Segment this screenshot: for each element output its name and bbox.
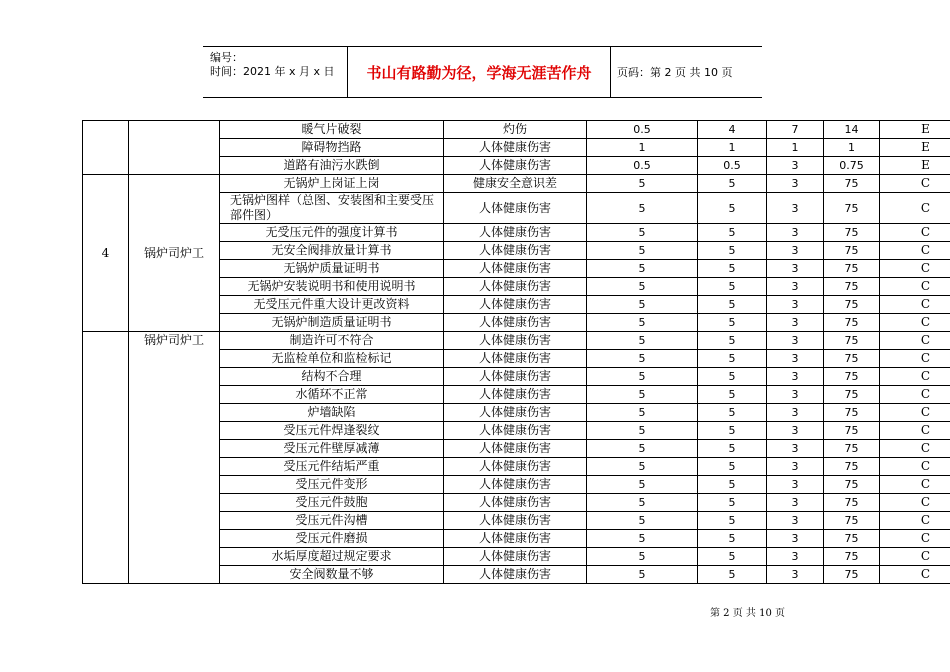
page-footer: 第 2 页 共 10 页	[710, 608, 785, 619]
l-value-cell: 5	[587, 494, 698, 512]
l-value-cell: 5	[587, 440, 698, 458]
group-number-cell	[83, 121, 129, 175]
e-value-cell: 0.5	[698, 157, 767, 175]
level-cell: E	[880, 157, 950, 175]
c-value-cell: 3	[767, 314, 824, 332]
hazard-cell: 无锅炉图样（总图、安装图和主要受压部件图）	[220, 193, 444, 224]
result-cell: 人体健康伤害	[444, 224, 587, 242]
level-cell: C	[880, 458, 950, 476]
table-row	[83, 121, 950, 139]
l-value-cell: 0.5	[587, 157, 698, 175]
result-cell: 人体健康伤害	[444, 139, 587, 157]
level-cell: C	[880, 386, 950, 404]
e-value-cell: 5	[698, 314, 767, 332]
c-value-cell: 3	[767, 260, 824, 278]
e-value-cell: 5	[698, 296, 767, 314]
e-value-cell: 5	[698, 494, 767, 512]
result-cell: 人体健康伤害	[444, 386, 587, 404]
hazard-cell: 无锅炉安装说明书和使用说明书	[220, 278, 444, 296]
l-value-cell: 5	[587, 368, 698, 386]
e-value-cell: 5	[698, 386, 767, 404]
c-value-cell: 3	[767, 530, 824, 548]
table-row	[83, 332, 950, 350]
level-cell: C	[880, 175, 950, 193]
hazard-table	[82, 120, 950, 584]
result-cell: 人体健康伤害	[444, 350, 587, 368]
c-value-cell: 7	[767, 121, 824, 139]
e-value-cell: 5	[698, 530, 767, 548]
level-cell: C	[880, 494, 950, 512]
result-cell: 人体健康伤害	[444, 548, 587, 566]
result-cell: 人体健康伤害	[444, 368, 587, 386]
e-value-cell: 5	[698, 512, 767, 530]
c-value-cell: 3	[767, 386, 824, 404]
result-cell: 人体健康伤害	[444, 404, 587, 422]
c-value-cell: 3	[767, 296, 824, 314]
result-cell: 人体健康伤害	[444, 260, 587, 278]
result-cell: 人体健康伤害	[444, 440, 587, 458]
hazard-cell: 受压元件结垢严重	[220, 458, 444, 476]
c-value-cell: 3	[767, 476, 824, 494]
page-header	[203, 46, 762, 98]
hazard-cell: 水垢厚度超过规定要求	[220, 548, 444, 566]
d-value-cell: 75	[824, 440, 880, 458]
d-value-cell: 14	[824, 121, 880, 139]
result-cell: 人体健康伤害	[444, 314, 587, 332]
hazard-cell: 无锅炉制造质量证明书	[220, 314, 444, 332]
result-cell: 人体健康伤害	[444, 332, 587, 350]
e-value-cell: 5	[698, 440, 767, 458]
result-cell: 人体健康伤害	[444, 530, 587, 548]
result-cell: 人体健康伤害	[444, 278, 587, 296]
l-value-cell: 5	[587, 332, 698, 350]
d-value-cell: 75	[824, 566, 880, 584]
result-cell: 灼伤	[444, 121, 587, 139]
l-value-cell: 0.5	[587, 121, 698, 139]
c-value-cell: 3	[767, 157, 824, 175]
header-motto: 书山有路勤为径，学海无涯苦作舟	[348, 47, 611, 97]
l-value-cell: 5	[587, 422, 698, 440]
c-value-cell: 3	[767, 404, 824, 422]
e-value-cell: 5	[698, 193, 767, 224]
hazard-cell: 无锅炉上岗证上岗	[220, 175, 444, 193]
d-value-cell: 75	[824, 314, 880, 332]
d-value-cell: 0.75	[824, 157, 880, 175]
d-value-cell: 75	[824, 368, 880, 386]
hazard-cell: 受压元件焊逢裂纹	[220, 422, 444, 440]
l-value-cell: 1	[587, 139, 698, 157]
result-cell: 人体健康伤害	[444, 512, 587, 530]
hazard-cell: 制造许可不符合	[220, 332, 444, 350]
hazard-cell: 道路有油污水跌倒	[220, 157, 444, 175]
result-cell: 健康安全意识差	[444, 175, 587, 193]
doc-time: 时间：2021 年 x 月 x 日	[210, 65, 335, 78]
e-value-cell: 5	[698, 566, 767, 584]
hazard-cell: 无监检单位和监检标记	[220, 350, 444, 368]
result-cell: 人体健康伤害	[444, 476, 587, 494]
level-cell: C	[880, 224, 950, 242]
doc-number-label: 编号：	[210, 51, 243, 64]
l-value-cell: 5	[587, 193, 698, 224]
hazard-cell: 无锅炉质量证明书	[220, 260, 444, 278]
hazard-cell: 障碍物挡路	[220, 139, 444, 157]
e-value-cell: 5	[698, 368, 767, 386]
group-post-cell: 锅炉司炉工	[129, 175, 220, 332]
l-value-cell: 5	[587, 476, 698, 494]
l-value-cell: 5	[587, 458, 698, 476]
d-value-cell: 75	[824, 530, 880, 548]
result-cell: 人体健康伤害	[444, 296, 587, 314]
result-cell: 人体健康伤害	[444, 157, 587, 175]
l-value-cell: 5	[587, 175, 698, 193]
e-value-cell: 5	[698, 242, 767, 260]
header-meta	[203, 47, 348, 97]
d-value-cell: 75	[824, 242, 880, 260]
d-value-cell: 75	[824, 350, 880, 368]
c-value-cell: 3	[767, 350, 824, 368]
level-cell: C	[880, 566, 950, 584]
c-value-cell: 3	[767, 512, 824, 530]
d-value-cell: 75	[824, 224, 880, 242]
l-value-cell: 5	[587, 512, 698, 530]
l-value-cell: 5	[587, 566, 698, 584]
level-cell: C	[880, 242, 950, 260]
level-cell: C	[880, 193, 950, 224]
c-value-cell: 3	[767, 368, 824, 386]
result-cell: 人体健康伤害	[444, 193, 587, 224]
level-cell: C	[880, 512, 950, 530]
d-value-cell: 75	[824, 332, 880, 350]
e-value-cell: 5	[698, 476, 767, 494]
d-value-cell: 75	[824, 386, 880, 404]
l-value-cell: 5	[587, 386, 698, 404]
hazard-cell: 炉墙缺陷	[220, 404, 444, 422]
l-value-cell: 5	[587, 548, 698, 566]
l-value-cell: 5	[587, 530, 698, 548]
hazard-cell: 受压元件磨损	[220, 530, 444, 548]
c-value-cell: 3	[767, 193, 824, 224]
d-value-cell: 75	[824, 260, 880, 278]
e-value-cell: 5	[698, 175, 767, 193]
c-value-cell: 3	[767, 566, 824, 584]
d-value-cell: 75	[824, 278, 880, 296]
e-value-cell: 5	[698, 350, 767, 368]
c-value-cell: 3	[767, 422, 824, 440]
group-number-cell: 4	[83, 175, 129, 332]
l-value-cell: 5	[587, 404, 698, 422]
level-cell: C	[880, 296, 950, 314]
hazard-cell: 暖气片破裂	[220, 121, 444, 139]
level-cell: C	[880, 368, 950, 386]
e-value-cell: 4	[698, 121, 767, 139]
hazard-cell: 结构不合理	[220, 368, 444, 386]
e-value-cell: 5	[698, 332, 767, 350]
result-cell: 人体健康伤害	[444, 242, 587, 260]
c-value-cell: 3	[767, 242, 824, 260]
d-value-cell: 75	[824, 175, 880, 193]
c-value-cell: 3	[767, 548, 824, 566]
level-cell: C	[880, 440, 950, 458]
level-cell: C	[880, 332, 950, 350]
header-page-info: 页码：第 2 页 共 10 页	[617, 66, 733, 79]
hazard-cell: 水循环不正常	[220, 386, 444, 404]
e-value-cell: 5	[698, 422, 767, 440]
level-cell: C	[880, 476, 950, 494]
level-cell: C	[880, 422, 950, 440]
c-value-cell: 3	[767, 332, 824, 350]
d-value-cell: 75	[824, 404, 880, 422]
d-value-cell: 1	[824, 139, 880, 157]
e-value-cell: 5	[698, 278, 767, 296]
c-value-cell: 3	[767, 458, 824, 476]
group-number-cell	[83, 332, 129, 584]
level-cell: C	[880, 530, 950, 548]
result-cell: 人体健康伤害	[444, 458, 587, 476]
group-post-cell	[129, 121, 220, 175]
group-post-cell: 锅炉司炉工	[129, 332, 220, 584]
d-value-cell: 75	[824, 512, 880, 530]
result-cell: 人体健康伤害	[444, 494, 587, 512]
c-value-cell: 3	[767, 278, 824, 296]
l-value-cell: 5	[587, 314, 698, 332]
d-value-cell: 75	[824, 422, 880, 440]
c-value-cell: 1	[767, 139, 824, 157]
level-cell: C	[880, 548, 950, 566]
level-cell: C	[880, 314, 950, 332]
d-value-cell: 75	[824, 193, 880, 224]
l-value-cell: 5	[587, 278, 698, 296]
hazard-cell: 无安全阀排放量计算书	[220, 242, 444, 260]
result-cell: 人体健康伤害	[444, 422, 587, 440]
c-value-cell: 3	[767, 224, 824, 242]
l-value-cell: 5	[587, 224, 698, 242]
l-value-cell: 5	[587, 350, 698, 368]
e-value-cell: 5	[698, 548, 767, 566]
e-value-cell: 5	[698, 404, 767, 422]
level-cell: E	[880, 139, 950, 157]
hazard-cell: 无受压元件的强度计算书	[220, 224, 444, 242]
level-cell: C	[880, 350, 950, 368]
e-value-cell: 5	[698, 260, 767, 278]
hazard-cell: 受压元件沟槽	[220, 512, 444, 530]
level-cell: C	[880, 260, 950, 278]
hazard-cell: 受压元件鼓胞	[220, 494, 444, 512]
hazard-cell: 无受压元件重大设计更改资料	[220, 296, 444, 314]
d-value-cell: 75	[824, 296, 880, 314]
e-value-cell: 5	[698, 224, 767, 242]
level-cell: E	[880, 121, 950, 139]
l-value-cell: 5	[587, 296, 698, 314]
e-value-cell: 5	[698, 458, 767, 476]
c-value-cell: 3	[767, 440, 824, 458]
c-value-cell: 3	[767, 175, 824, 193]
hazard-cell: 受压元件变形	[220, 476, 444, 494]
e-value-cell: 1	[698, 139, 767, 157]
d-value-cell: 75	[824, 476, 880, 494]
result-cell: 人体健康伤害	[444, 566, 587, 584]
hazard-cell: 受压元件壁厚减薄	[220, 440, 444, 458]
d-value-cell: 75	[824, 458, 880, 476]
l-value-cell: 5	[587, 242, 698, 260]
level-cell: C	[880, 404, 950, 422]
d-value-cell: 75	[824, 548, 880, 566]
level-cell: C	[880, 278, 950, 296]
d-value-cell: 75	[824, 494, 880, 512]
c-value-cell: 3	[767, 494, 824, 512]
l-value-cell: 5	[587, 260, 698, 278]
table-row	[83, 175, 950, 193]
hazard-cell: 安全阀数量不够	[220, 566, 444, 584]
